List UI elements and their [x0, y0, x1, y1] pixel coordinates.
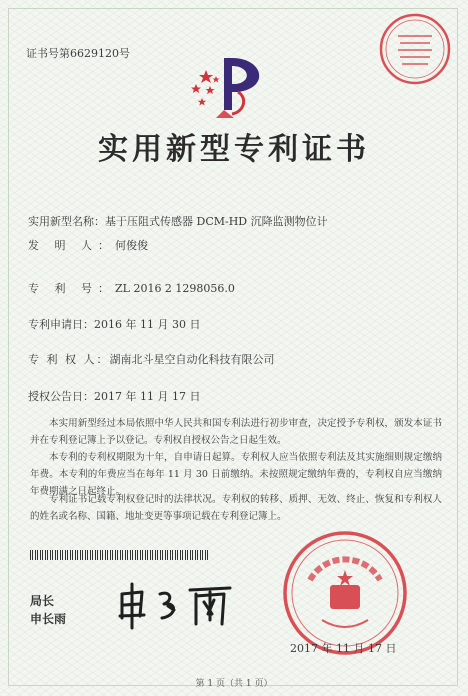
field-label: 授权公告日：	[28, 390, 94, 403]
field-value: 湖南北斗星空自动化科技有限公司	[109, 353, 275, 366]
patent-number-row	[28, 280, 235, 296]
field-label: 专 利 号：	[28, 282, 115, 295]
page-footer: 第 1 页（共 1 页）	[195, 679, 273, 689]
utility-model-name-row	[28, 213, 328, 229]
publication-date-row	[28, 388, 200, 404]
body-paragraph-status: 专利证书记载专利权登记时的法律状况。专利权的转移、质押、无效、终止、恢复和专利权人的姓名或名称、国籍、地址变更等事项记载在专利登记簿上。	[30, 494, 442, 522]
sipo-official-seal-icon	[282, 530, 408, 656]
field-value: 基于压阻式传感器 DCM-HD 沉降监测物位计	[105, 215, 328, 228]
director-title: 局长	[30, 594, 55, 608]
field-value: 何俊俊	[115, 239, 148, 252]
field-value: 2016 年 11 月 30 日	[94, 318, 201, 331]
patentee-row	[28, 351, 275, 367]
seal-date: 2017 年 11 月 17 日	[290, 642, 397, 655]
barcode	[30, 550, 210, 560]
inventor-row	[28, 237, 148, 253]
document-title: 实用新型专利证书	[98, 132, 370, 167]
field-value: 2017 年 11 月 17 日	[94, 390, 201, 403]
sipo-logo-icon	[186, 48, 284, 118]
field-label: 专 利 权 人：	[28, 353, 110, 366]
field-label: 发 明 人：	[28, 239, 115, 252]
body-paragraph-term: 本专利的专利权期限为十年，自申请日起算。专利权人应当依照专利法及其实施细则规定缴纳年费。本专利的年费应当在每年 11 月 30 日前缴纳。未按照规定缴纳年费的，专利权自应当缴纳年费期满之日起终止。	[30, 452, 442, 497]
patent-stamp-icon	[378, 12, 452, 86]
field-label: 专利申请日：	[28, 318, 94, 331]
body-paragraph-grant: 本实用新型经过本局依照中华人民共和国专利法进行初步审查，决定授予专利权，颁发本证书并在专利登记簿上予以登记。专利权自授权公告之日起生效。	[30, 418, 442, 446]
director-block	[30, 592, 66, 628]
director-name: 申长雨	[30, 612, 67, 626]
director-signature	[112, 580, 242, 630]
field-value: ZL 2016 2 1298056.0	[115, 282, 235, 295]
filing-date-row	[28, 316, 200, 332]
certificate-number: 证书号第6629120号	[26, 47, 130, 60]
field-label: 实用新型名称：	[28, 215, 105, 228]
